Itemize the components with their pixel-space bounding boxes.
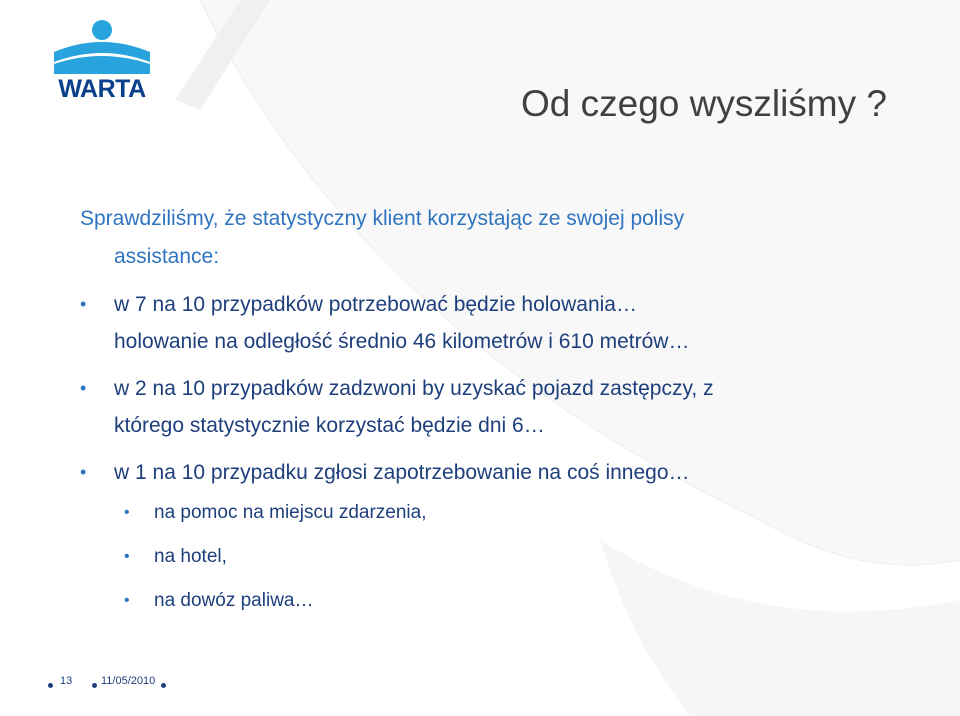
intro-line-2: assistance:: [114, 245, 220, 268]
sub-bullet-onsite-help: [80, 491, 900, 535]
bullet-line-1: w 7 na 10 przypadków potrzebować będzie holowania…: [114, 293, 637, 316]
logo-text: WARTA: [58, 75, 146, 103]
bullet-line-2: którego statystycznie korzystać będzie dni 6…: [114, 414, 545, 437]
bullet-line-1: w 2 na 10 przypadków zadzwoni by uzyskać pojazd zastępczy, z: [114, 377, 714, 400]
intro-line-1: Sprawdziliśmy, że statystyczny klient korzystając ze swojej polisy: [80, 207, 685, 230]
bullet-item-replacement-car: [80, 370, 900, 444]
bullet-icon: •: [80, 462, 87, 482]
bullet-item-other-needs: [80, 454, 900, 491]
slide-title: Od czego wyszliśmy ?: [521, 83, 887, 124]
sub-bullet-fuel: [80, 579, 900, 623]
sub-bullet-icon: •: [124, 592, 130, 609]
logo-figure-icon: [50, 18, 154, 76]
slide-content: [80, 200, 900, 623]
sub-bullet-icon: •: [124, 504, 130, 521]
intro-text: [80, 200, 900, 276]
footer-dot-icon: [48, 683, 53, 688]
sub-bullet-icon: •: [124, 548, 130, 565]
bullet-item-towing: [80, 286, 900, 360]
footer-date: 11/05/2010: [101, 675, 156, 687]
bullet-line-2: holowanie na odległość średnio 46 kilometrów i 610 metrów…: [114, 330, 690, 353]
bullet-icon: •: [80, 378, 87, 398]
sub-bullet-hotel: [80, 535, 900, 579]
footer-dot-icon: [92, 683, 97, 688]
warta-logo: [50, 18, 154, 103]
sub-bullet-text: na pomoc na miejscu zdarzenia,: [154, 502, 427, 523]
footer-dot-icon: [161, 683, 166, 688]
page-number: 13: [60, 675, 73, 687]
sub-bullet-text: na dowóz paliwa…: [154, 590, 314, 611]
bullet-icon: •: [80, 294, 87, 314]
bullet-line-1: w 1 na 10 przypadku zgłosi zapotrzebowanie na coś innego…: [114, 461, 690, 484]
sub-bullet-text: na hotel,: [154, 546, 227, 567]
